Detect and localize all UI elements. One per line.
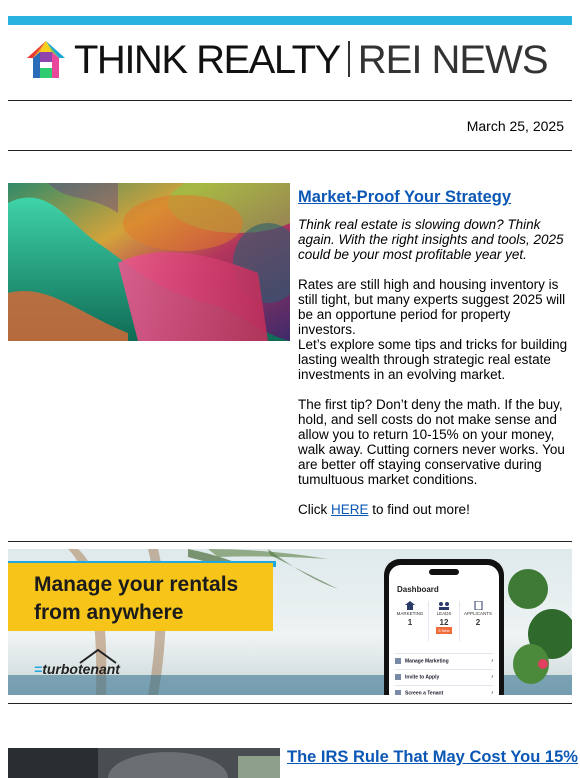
divider bbox=[8, 541, 572, 542]
article-title-link[interactable]: The IRS Rule That May Cost You 15% bbox=[287, 748, 578, 766]
masthead[interactable] bbox=[24, 34, 564, 86]
divider bbox=[8, 703, 572, 704]
flower-decoration bbox=[538, 659, 548, 669]
stat-leads bbox=[428, 601, 460, 641]
dashboard-row[interactable] bbox=[395, 685, 493, 695]
stat-label: LEADS bbox=[436, 611, 452, 616]
phone-notch bbox=[429, 569, 459, 575]
dashboard-title: Dashboard bbox=[397, 585, 439, 594]
dashboard-row-label: Manage Marketing bbox=[405, 658, 449, 665]
stat-marketing bbox=[395, 601, 425, 641]
brand-name: THINK REALTY bbox=[74, 37, 340, 82]
article-title-link[interactable]: Market-Proof Your Strategy bbox=[298, 188, 512, 206]
stat-value: 12 bbox=[439, 618, 449, 627]
megaphone-icon bbox=[395, 658, 401, 664]
article-cta bbox=[298, 502, 568, 517]
article-paragraph: The first tip? Don’t deny the math. If the buy, hold, and sell costs do not make sense and allow you to return 10-15% on your money, walk away. Cutting corners never works. You are better off staying conservative during tumultuous market conditions. bbox=[298, 397, 565, 487]
chevron-right-icon: › bbox=[491, 658, 493, 664]
dashboard-row[interactable] bbox=[395, 669, 493, 684]
cta-prefix: Click bbox=[298, 502, 331, 517]
turbotenant-logo-text: turbotenant bbox=[42, 661, 120, 677]
cta-suffix: to find out more! bbox=[368, 502, 470, 517]
people-icon bbox=[438, 601, 450, 610]
foliage-decoration bbox=[508, 569, 548, 609]
header-accent-bar bbox=[8, 16, 572, 25]
divider bbox=[8, 100, 572, 101]
stat-applicants bbox=[463, 601, 493, 641]
article-paragraph-text: Let’s explore some tips and tricks for building lasting wealth through strategic real estate investments in an evolving market. bbox=[298, 337, 568, 382]
article-paragraph bbox=[298, 277, 568, 382]
divider bbox=[8, 150, 572, 151]
dashboard-row-label: Invite to Apply bbox=[405, 674, 440, 681]
abstract-data-visualization-image bbox=[8, 183, 290, 341]
stat-value: 2 bbox=[475, 618, 481, 627]
stat-label: APPLICANTS bbox=[463, 611, 492, 616]
colorful-house-logo-icon bbox=[24, 38, 68, 82]
article-featured bbox=[298, 190, 568, 532]
advertisement-banner[interactable] bbox=[8, 549, 572, 695]
dashboard-stats bbox=[395, 601, 493, 641]
phone-mockup bbox=[384, 559, 504, 695]
ad-headline-line: Manage your rentals bbox=[34, 573, 239, 596]
ad-headline bbox=[34, 571, 238, 627]
turbotenant-logo: =turbotenant bbox=[34, 661, 120, 677]
article-title bbox=[298, 190, 568, 205]
ad-headline-line: from anywhere bbox=[34, 601, 184, 624]
stat-value: 1 bbox=[407, 618, 413, 627]
article-paragraph-text: Rates are still high and housing inventory is still tight, but many experts suggest 2025 will be an opportune period for property investors. bbox=[298, 277, 566, 337]
brand-divider bbox=[348, 41, 350, 77]
article-intro: Think real estate is slowing down? Think again. With the right insights and tools, 2025 could be your most profitable year yet. bbox=[298, 217, 564, 262]
article-hero-image[interactable] bbox=[8, 183, 290, 341]
dashboard-row[interactable] bbox=[395, 653, 493, 668]
stat-label: MARKETING bbox=[396, 611, 424, 616]
issue-date: March 25, 2025 bbox=[466, 118, 564, 134]
document-icon bbox=[474, 601, 483, 610]
brand-subtitle: REI NEWS bbox=[357, 37, 548, 82]
house-icon bbox=[405, 601, 415, 610]
chevron-right-icon: › bbox=[491, 674, 493, 680]
chevron-right-icon: › bbox=[491, 690, 493, 695]
new-badge: 5 New bbox=[438, 628, 450, 633]
phone-screen bbox=[389, 565, 499, 695]
read-more-link[interactable]: HERE bbox=[331, 502, 369, 517]
dashboard-row-label: Screen a Tenant bbox=[405, 690, 444, 695]
invite-icon bbox=[395, 674, 401, 680]
screening-icon bbox=[395, 690, 401, 695]
